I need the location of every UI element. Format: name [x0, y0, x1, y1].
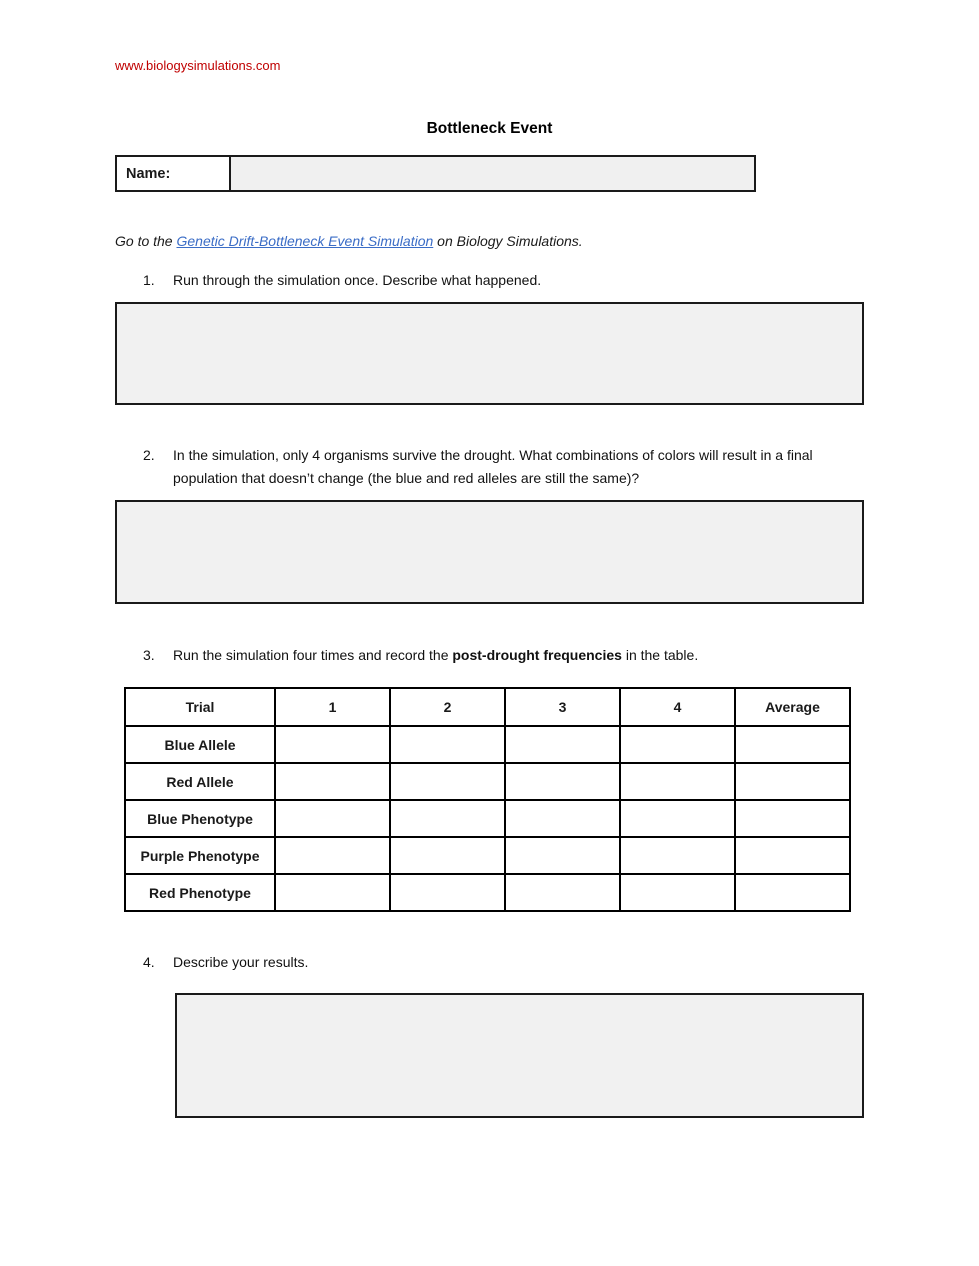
- table-header-2: 2: [390, 688, 505, 726]
- question-3-text-suffix: in the table.: [621, 647, 699, 663]
- question-4-text: Describe your results.: [173, 954, 309, 970]
- table-header-average: Average: [735, 688, 850, 726]
- intro-line: [115, 233, 583, 249]
- table-cell[interactable]: [620, 874, 735, 911]
- question-4-number: 4.: [143, 954, 155, 970]
- table-cell[interactable]: [275, 837, 390, 874]
- table-row: [125, 800, 850, 837]
- question-3-text: [173, 644, 698, 667]
- table-header-1: 1: [275, 688, 390, 726]
- table-cell[interactable]: [620, 800, 735, 837]
- answer-box-q1[interactable]: [115, 302, 864, 405]
- table-cell[interactable]: [275, 726, 390, 763]
- table-cell[interactable]: [390, 837, 505, 874]
- question-3-number: 3.: [143, 647, 155, 663]
- row-label-red-phenotype: Red Phenotype: [125, 874, 275, 911]
- page-title: Bottleneck Event: [426, 120, 553, 137]
- table-cell[interactable]: [735, 874, 850, 911]
- table-cell[interactable]: [735, 763, 850, 800]
- question-3: [143, 644, 883, 667]
- table-cell[interactable]: [390, 874, 505, 911]
- table-row: [125, 763, 850, 800]
- question-3-text-bold: post-drought frequencies: [452, 647, 622, 663]
- table-cell[interactable]: [390, 763, 505, 800]
- frequency-table: [124, 687, 851, 912]
- table-cell[interactable]: [505, 763, 620, 800]
- simulation-link[interactable]: Genetic Drift-Bottleneck Event Simulation: [176, 233, 434, 249]
- table-cell[interactable]: [735, 837, 850, 874]
- table-header-trial: Trial: [125, 688, 275, 726]
- question-3-text-prefix: Run the simulation four times and record the: [173, 647, 453, 663]
- table-cell[interactable]: [620, 837, 735, 874]
- table-row: [125, 726, 850, 763]
- question-2-text: In the simulation, only 4 organisms survive the drought. What combinations of colors will result in a final population that doesn’t change (the blue and red alleles are still the same)?: [173, 447, 813, 486]
- table-cell[interactable]: [275, 763, 390, 800]
- table-header-row: [125, 688, 850, 726]
- table-cell[interactable]: [390, 726, 505, 763]
- table-cell[interactable]: [505, 800, 620, 837]
- question-1-text: Run through the simulation once. Describe what happened.: [173, 272, 542, 288]
- row-label-purple-phenotype: Purple Phenotype: [125, 837, 275, 874]
- question-2-number: 2.: [143, 447, 155, 463]
- name-input[interactable]: [231, 157, 754, 190]
- row-label-blue-phenotype: Blue Phenotype: [125, 800, 275, 837]
- table-row: [125, 874, 850, 911]
- table-cell[interactable]: [390, 800, 505, 837]
- table-cell[interactable]: [505, 837, 620, 874]
- table-cell[interactable]: [505, 874, 620, 911]
- table-cell[interactable]: [505, 726, 620, 763]
- row-label-blue-allele: Blue Allele: [125, 726, 275, 763]
- intro-prefix: Go to the: [115, 233, 177, 249]
- table-cell[interactable]: [275, 874, 390, 911]
- table-cell[interactable]: [275, 800, 390, 837]
- site-url: www.biologysimulations.com: [115, 58, 281, 73]
- intro-suffix: on Biology Simulations.: [433, 233, 583, 249]
- table-header-4: 4: [620, 688, 735, 726]
- answer-box-q2[interactable]: [115, 500, 864, 604]
- table-cell[interactable]: [620, 726, 735, 763]
- table-cell[interactable]: [620, 763, 735, 800]
- question-1-number: 1.: [143, 272, 155, 288]
- table-cell[interactable]: [735, 800, 850, 837]
- row-label-red-allele: Red Allele: [125, 763, 275, 800]
- table-cell[interactable]: [735, 726, 850, 763]
- name-field-row: [115, 155, 756, 192]
- answer-box-q4[interactable]: [175, 993, 864, 1118]
- question-2: [143, 444, 855, 490]
- question-1: [143, 269, 883, 292]
- table-header-3: 3: [505, 688, 620, 726]
- question-4: [143, 951, 743, 974]
- name-label: Name:: [117, 157, 231, 190]
- table-row: [125, 837, 850, 874]
